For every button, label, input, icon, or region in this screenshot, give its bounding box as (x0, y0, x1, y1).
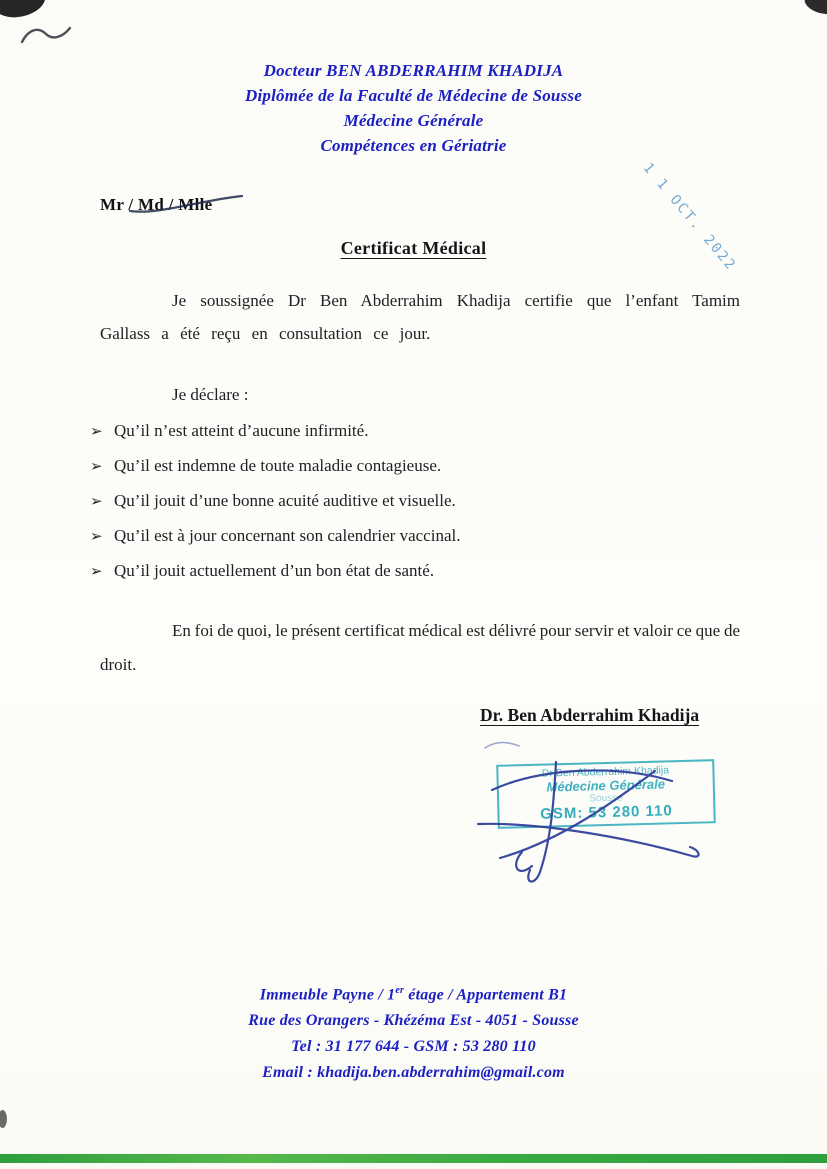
intro-paragraph: Je soussignée Dr Ben Abderrahim Khadija certifie que l’enfant Tamim Gallass a été reçu en consultation ce jour. (100, 291, 740, 343)
declaration-list (90, 420, 750, 595)
arrow-bullet-icon: ➢ (90, 564, 103, 580)
list-item-text: Qu’il est indemne de toute maladie contagieuse. (114, 456, 442, 475)
handwritten-signature (430, 726, 720, 891)
stamp-phone: GSM: 53 280 110 (539, 802, 673, 823)
footer-address-line1-ordinal: er (395, 985, 405, 996)
footer-address-line2: Rue des Orangers - Khézéma Est - 4051 - Sousse (248, 1012, 579, 1030)
list-item-text: Qu’il n’est atteint d’aucune infirmité. (114, 421, 369, 440)
arrow-bullet-icon: ➢ (90, 424, 103, 440)
date-stamp: 1 1 OCT. 2022 (639, 160, 740, 275)
letterhead-diploma: Diplômée de la Faculté de Médecine de Sousse (245, 86, 582, 105)
document-title: Certificat Médical (340, 238, 487, 259)
arrow-bullet-icon: ➢ (90, 494, 103, 510)
pen-mark-top-left (20, 24, 72, 50)
letterhead-competence: Compétences en Gériatrie (320, 136, 507, 155)
stamp-specialty: Médecine Générale (546, 776, 666, 795)
salutation-struck (138, 195, 212, 214)
footer-contact (0, 978, 827, 1086)
arrow-bullet-icon: ➢ (90, 459, 103, 475)
arrow-bullet-icon: ➢ (90, 529, 103, 545)
list-item-text: Qu’il jouit d’une bonne acuité auditive et visuelle. (114, 491, 456, 510)
list-item-text: Qu’il jouit actuellement d’un bon état de santé. (114, 561, 435, 580)
list-item-text: Qu’il est à jour concernant son calendrier vaccinal. (114, 526, 461, 545)
list-item (90, 525, 750, 548)
list-item (90, 455, 750, 478)
list-item (90, 560, 750, 583)
scan-artifact-bottom-left (0, 1110, 7, 1128)
footer-email: Email : khadija.ben.abderrahim@gmail.com (262, 1064, 565, 1082)
closing-paragraph: En foi de quoi, le présent certificat médical est délivré pour servir et valoir ce que de droit. (100, 621, 740, 674)
list-item (90, 490, 750, 513)
letterhead-specialty: Médecine Générale (343, 111, 484, 130)
salutation (100, 195, 212, 215)
scan-artifact-bottom-strip (0, 1154, 827, 1163)
footer-address-line1-post: étage / Appartement B1 (404, 986, 568, 1004)
scan-artifact-top-right (803, 0, 827, 15)
footer-address-line1 (0, 978, 827, 1008)
declare-label: Je déclare : (172, 385, 249, 404)
salutation-struck-text: Md / Mlle (138, 195, 213, 214)
list-item (90, 420, 750, 443)
signature-name: Dr. Ben Abderrahim Khadija (480, 705, 700, 725)
salutation-prefix: Mr / (100, 195, 139, 214)
pen-strikethrough (130, 194, 248, 216)
letterhead (0, 58, 827, 158)
scan-artifact-top-left (0, 0, 47, 19)
footer-address-line1-pre: Immeuble Payne / 1 (259, 986, 396, 1004)
stamp-doctor-name: Dr Ben Abderrahim Khadija (541, 764, 670, 780)
letterhead-doctor-name: Docteur BEN ABDERRAHIM KHADIJA (263, 61, 564, 80)
stamp-city: Sousse (589, 792, 623, 805)
footer-phone: Tel : 31 177 644 - GSM : 53 280 110 (291, 1038, 536, 1056)
